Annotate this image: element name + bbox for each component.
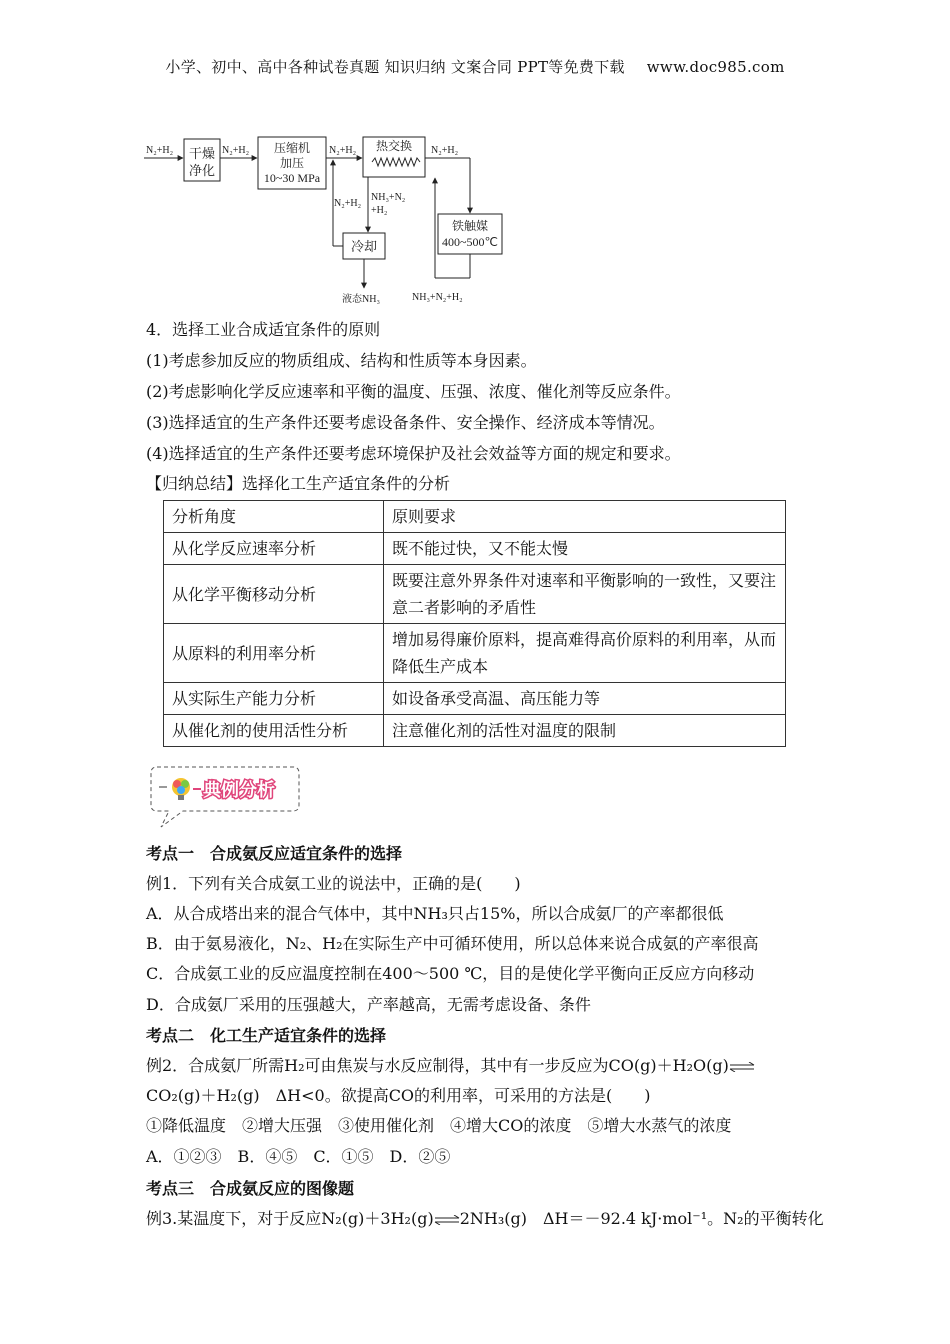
label-arrow2: N₂+H₂ [222,145,250,156]
principle-2: (2)考虑影响化学反应速率和平衡的温度、压强、浓度、催化剂等反应条件。 [146,382,681,401]
section2-q1-text: 例2．合成氨厂所需H₂可由焦炭与水反应制得，其中有一步反应为CO(g)＋H₂O(g) [146,1056,729,1075]
box-cat-text2: 400~500℃ [442,235,498,249]
box-cool-text: 冷却 [350,239,378,254]
section3-title: 考点三 合成氨反应的图像题 [146,1179,355,1198]
table-cell: 从实际生产能力分析 [164,683,384,715]
section2-choices: A．①②③ B．④⑤ C．①⑤ D．②⑤ [146,1147,451,1166]
heat-coil [372,158,420,166]
table-header-row [164,501,786,533]
summary-title: 【归纳总结】选择化工生产适宜条件的分析 [146,474,451,493]
ammonia-process-diagram [140,128,520,313]
section2-options: ①降低温度 ②增大压强 ③使用催化剂 ④增大CO的浓度 ⑤增大水蒸气的浓度 [146,1116,732,1135]
label-out-mix: NH₃+N₂+H₂ [412,292,463,303]
principle-1: (1)考虑参加反应的物质组成、结构和性质等本身因素。 [146,351,537,370]
label-liquid: 液态NH₃ [342,294,380,305]
table-row [164,624,786,683]
section1-option-b: B．由于氨易液化，N₂、H₂在实际生产中可循环使用，所以总体来说合成氨的产率很高 [146,934,759,953]
box-heat-text: 热交换 [375,139,413,153]
section1-option-d: D．合成氨厂采用的压强越大，产率越高，无需考虑设备、条件 [146,995,591,1014]
box-comp-text1: 压缩机 [273,141,311,155]
table-row [164,533,786,565]
principles-title: 4．选择工业合成适宜条件的原则 [146,320,381,339]
label-arrow4: N₂+H₂ [431,145,459,156]
table-row [164,715,786,747]
label-return: N₂+H₂ [334,198,362,209]
section1-option-a: A．从合成塔出来的混合气体中，其中NH₃只占15%，所以合成氨厂的产率都很低 [146,904,724,923]
equilibrium-arrow-icon [434,1215,460,1225]
table-cell: 增加易得廉价原料，提高难得高价原料的利用率，从而降低生产成本 [384,624,786,683]
section3-question [146,1209,824,1229]
label-arrow3: N₂+H₂ [329,145,357,156]
table-cell: 从催化剂的使用活性分析 [164,715,384,747]
table-row [164,565,786,624]
table-row [164,683,786,715]
box-cat-text1: 铁触媒 [451,219,489,233]
section2-question-line1 [146,1056,755,1076]
table-cell: 注意催化剂的活性对温度的限制 [384,715,786,747]
table-cell: 既不能过快，又不能太慢 [384,533,786,565]
table-cell: 既要注意外界条件对速率和平衡影响的一致性，又要注意二者影响的矛盾性 [384,565,786,624]
page-header [0,56,950,77]
section3-q-a: 例3.某温度下，对于反应N₂(g)＋3H₂(g) [146,1209,434,1228]
section1-title: 考点一 合成氨反应适宜条件的选择 [146,844,403,863]
table-cell: 从化学反应速率分析 [164,533,384,565]
table-cell: 从化学平衡移动分析 [164,565,384,624]
header-site: www.doc985.com [646,58,785,76]
principle-3: (3)选择适宜的生产条件还要考虑设备条件、安全操作、经济成本等情况。 [146,413,665,432]
box-comp-text3: 10~30 MPa [263,171,321,185]
section1-question: 例1．下列有关合成氨工业的说法中，正确的是( ) [146,874,521,893]
label-mix-2: +H₂ [371,205,388,216]
example-analysis-badge [143,763,303,831]
table-header-cell: 原则要求 [384,501,786,533]
table-header-cell: 分析角度 [164,501,384,533]
section2-question-line2: CO₂(g)＋H₂(g) ΔH<0。欲提高CO的利用率，可采用的方法是( ) [146,1086,651,1105]
lightbulb-icon [159,778,190,800]
summary-table [163,500,786,747]
box-comp-text2: 加压 [279,156,305,170]
table-cell: 如设备承受高温、高压能力等 [384,683,786,715]
header-text: 小学、初中、高中各种试卷真题 知识归纳 文案合同 PPT等免费下载 [165,58,625,76]
table-cell: 从原料的利用率分析 [164,624,384,683]
section1-option-c: C．合成氨工业的反应温度控制在400～500 ℃，目的是使化学平衡向正反应方向移动 [146,964,755,983]
box-dry-text2: 净化 [188,163,216,178]
box-dry-text1: 干燥 [188,146,216,161]
principle-4: (4)选择适宜的生产条件还要考虑环境保护及社会效益等方面的规定和要求。 [146,444,681,463]
badge-text: 典例分析 [203,780,275,801]
section2-title: 考点二 化工生产适宜条件的选择 [146,1026,387,1045]
equilibrium-arrow-icon [729,1062,755,1072]
section3-q-b: 2NH₃(g) ΔH＝－92.4 kJ·mol⁻¹。N₂的平衡转化 [459,1209,824,1228]
label-input: N₂+H₂ [146,145,174,156]
label-mix-1: NH₃+N₂ [371,192,406,203]
